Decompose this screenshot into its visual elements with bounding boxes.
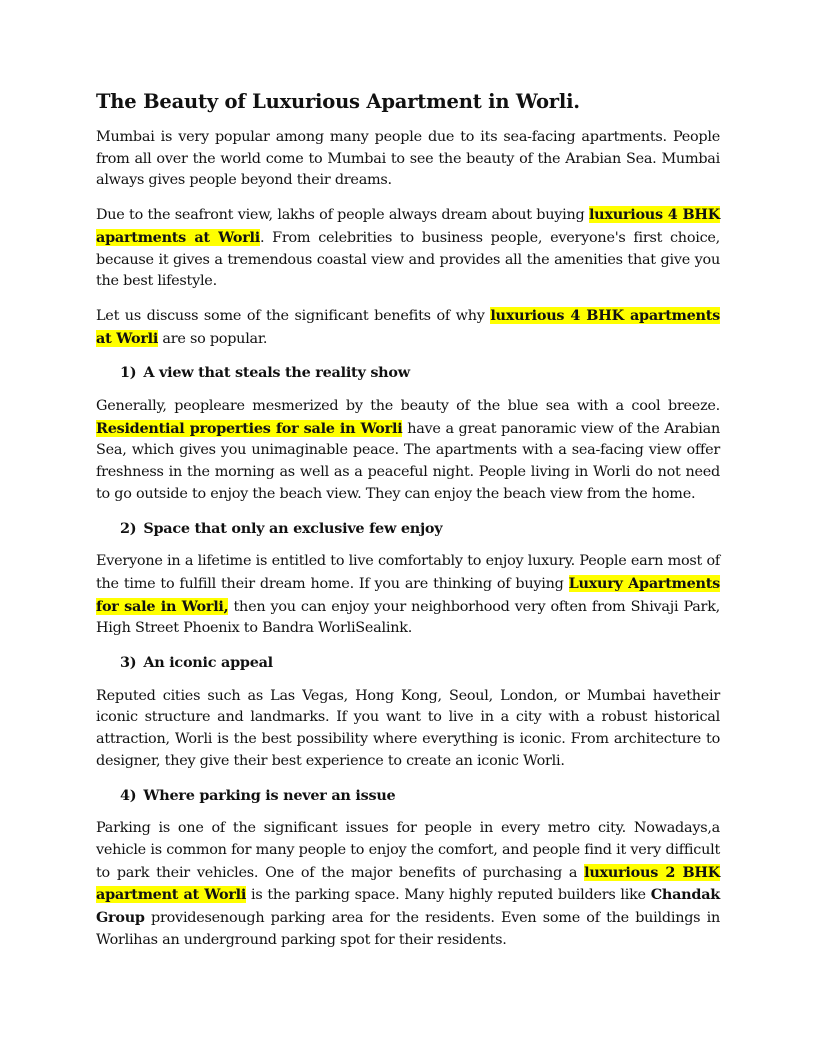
residential-properties-link[interactable]: Residential properties for sale in Worli — [96, 419, 403, 437]
luxurious-4bhk-link[interactable]: luxurious 4 BHK apartments at Worli — [96, 206, 720, 246]
section-heading-2: 2) Space that only an exclusive few enjoy — [120, 519, 443, 537]
section-heading-4: 4) Where parking is never an issue — [120, 786, 396, 804]
luxurious-4bhk-link-2[interactable]: luxurious 4 BHK apartments at Worli — [96, 306, 721, 347]
page-title: The Beauty of Luxurious Apartment in Worli. — [96, 90, 580, 113]
seafront-paragraph: Due to the seafront view, lakhs of people always dream about buying luxurious 4 BHK apartments at Worli. From celebrities to business people, everyone's first choice, because it gives a tremendous coastal view and provides all the amenities that give you the best lifestyle. — [96, 206, 720, 290]
luxurious-2bhk-link[interactable]: luxurious 2 BHK apartment at Worli — [96, 863, 721, 904]
section-heading-3: 3) An iconic appeal — [120, 654, 273, 672]
intro-paragraph: Mumbai is very popular among many people due to its sea-facing apartments. People from all over the world come to Mumbai to see the beauty of the Arabian Sea. Mumbai always gives people beyond their dreams. — [96, 129, 720, 189]
builder-name: Chandak Group — [96, 886, 720, 927]
section-paragraph-3: Reputed cities such as Las Vegas, Hong Kong, Seoul, London, or Mumbai havetheir iconic structure and landmarks. If you want to live in a city with a robust historical attraction, Worli is the best possibility where everything is iconic. From architecture to designer, they give their best experience to create an iconic Worli. — [96, 687, 720, 769]
section-paragraph-2: Everyone in a lifetime is entitled to live comfortably to enjoy luxury. People earn most of the time to fulfill their dream home. If you are thinking of buying Luxury Apartments for sale in Worli, then you can enjoy your neighborhood very often from Shivaji Park, High Street Phoenix to Bandra WorliSealink. — [96, 553, 720, 637]
document-page — [96, 90, 720, 964]
benefits-intro-paragraph: Let us discuss some of the significant benefits of why luxurious 4 BHK apartments at Worli are so popular. — [96, 306, 721, 347]
section-paragraph-4: Parking is one of the significant issues for people in every metro city. Nowadays,a vehicle is common for many people to enjoy the comfort, and people find it very difficult to park their vehicles. One of the major benefits of purchasing a luxurious 2 BHK apartment at Worli is the parking space. Many highly reputed builders like Chandak Group providesenough parking area for the residents. Even some of the buildings in Worlihas an underground parking spot for their residents. — [96, 820, 721, 948]
section-heading-1: 1) A view that steals the reality show — [120, 364, 410, 382]
section-paragraph-1: Generally, peopleare mesmerized by the beauty of the blue sea with a cool breeze. Residential properties for sale in Worli have a great panoramic view of the Arabian Sea, which gives you unimaginable peace. The apartments with a sea-facing view offer freshness in the morning as well as a peaceful night. People living in Worli do not need to go outside to enjoy the beach view. They can enjoy the beach view from the home. — [96, 398, 720, 502]
luxury-apartments-link[interactable]: Luxury Apartments for sale in Worli, — [96, 574, 720, 615]
